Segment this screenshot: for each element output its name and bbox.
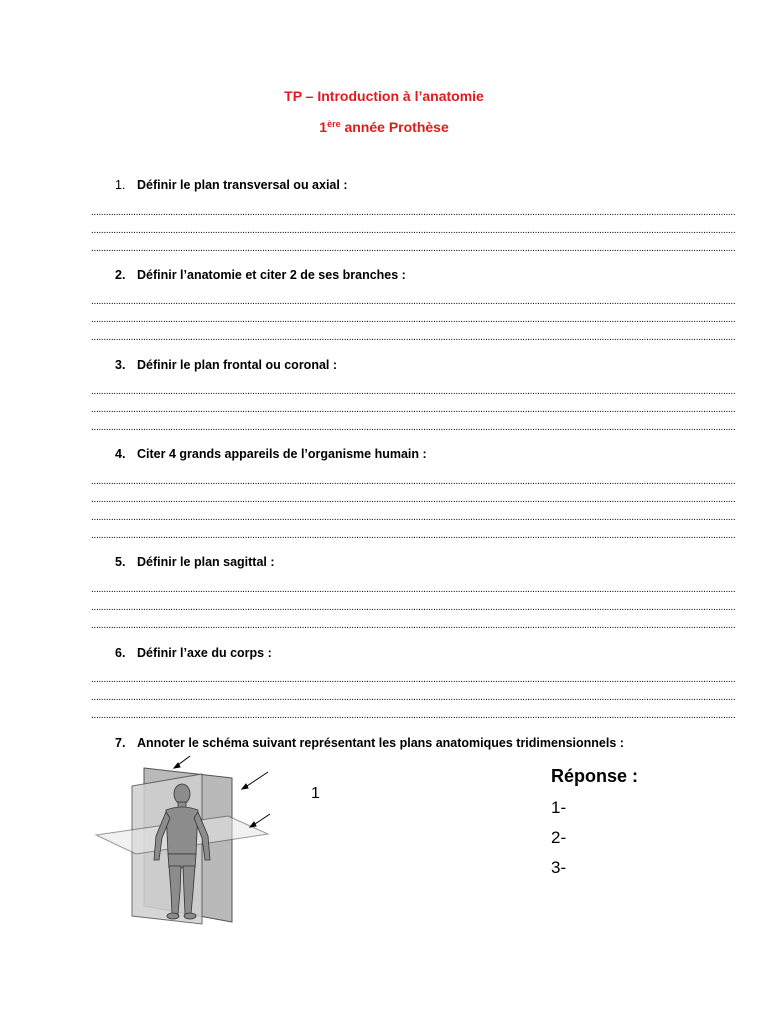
- diagram-marker: 1: [311, 785, 320, 802]
- answer-line: ....................................................................................................................................................................................................................................................................: [91, 314, 736, 325]
- question-number: 4.: [115, 447, 126, 461]
- answer-item: 3-: [551, 858, 567, 877]
- question-number: 3.: [115, 358, 126, 372]
- anatomical-planes-figure: [92, 756, 274, 928]
- answer-line: ....................................................................................................................................................................................................................................................................: [91, 476, 736, 487]
- answer-line: ....................................................................................................................................................................................................................................................................: [91, 225, 736, 236]
- answer-line: ....................................................................................................................................................................................................................................................................: [91, 243, 736, 254]
- answer-line: ....................................................................................................................................................................................................................................................................: [91, 512, 736, 523]
- answer-line: ....................................................................................................................................................................................................................................................................: [91, 207, 736, 218]
- question-7: [115, 736, 624, 750]
- question-number: 7.: [115, 736, 126, 750]
- subtitle-superscript: ère: [327, 119, 341, 129]
- answer-line: ....................................................................................................................................................................................................................................................................: [91, 602, 736, 613]
- question-text: Définir le plan frontal ou coronal :: [137, 358, 338, 372]
- question-4: [115, 447, 427, 461]
- answer-line: ....................................................................................................................................................................................................................................................................: [91, 620, 736, 631]
- question-text: Citer 4 grands appareils de l’organisme humain :: [137, 447, 427, 461]
- answer-line: ....................................................................................................................................................................................................................................................................: [91, 584, 736, 595]
- answer-line: ....................................................................................................................................................................................................................................................................: [91, 404, 736, 415]
- question-6: [115, 646, 272, 660]
- answer-line: ....................................................................................................................................................................................................................................................................: [91, 494, 736, 505]
- answer-line: ....................................................................................................................................................................................................................................................................: [91, 710, 736, 721]
- answer-line: ....................................................................................................................................................................................................................................................................: [91, 674, 736, 685]
- answer-item: 2-: [551, 828, 567, 847]
- answer-item: 1-: [551, 798, 567, 817]
- answer-heading: Réponse :: [551, 766, 639, 786]
- answer-line: ....................................................................................................................................................................................................................................................................: [91, 386, 736, 397]
- question-text: Définir l’axe du corps :: [137, 646, 272, 660]
- answer-line: ....................................................................................................................................................................................................................................................................: [91, 530, 736, 541]
- question-2: [115, 268, 406, 282]
- question-text: Définir le plan transversal ou axial :: [137, 178, 348, 192]
- answer-line: ....................................................................................................................................................................................................................................................................: [91, 692, 736, 703]
- question-5: [115, 555, 275, 569]
- question-number: 6.: [115, 646, 126, 660]
- question-3: [115, 358, 337, 372]
- question-text: Définir l’anatomie et citer 2 de ses branches :: [137, 268, 406, 282]
- answer-line: ....................................................................................................................................................................................................................................................................: [91, 296, 736, 307]
- question-1: [115, 178, 348, 192]
- answer-line: ....................................................................................................................................................................................................................................................................: [91, 332, 736, 343]
- page-title: TP – Introduction à l’anatomie: [284, 88, 484, 104]
- question-number: 2.: [115, 268, 126, 282]
- answer-block: [551, 766, 638, 888]
- question-text: Définir le plan sagittal :: [137, 555, 275, 569]
- question-number: 5.: [115, 555, 126, 569]
- question-text: Annoter le schéma suivant représentant les plans anatomiques tridimensionnels :: [137, 736, 624, 750]
- subtitle-text: année Prothèse: [340, 119, 449, 135]
- question-number: 1.: [115, 178, 126, 192]
- page-subtitle: [0, 119, 768, 135]
- subtitle-number: 1: [319, 119, 328, 135]
- answer-line: ....................................................................................................................................................................................................................................................................: [91, 422, 736, 433]
